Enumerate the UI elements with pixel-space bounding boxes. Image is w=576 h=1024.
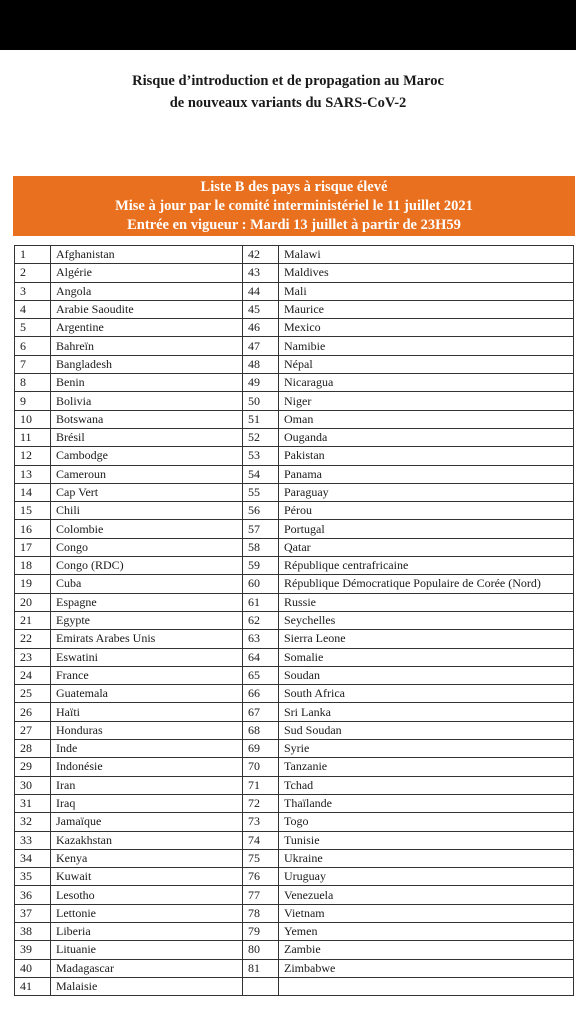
right-country-name: Zambie bbox=[279, 941, 574, 959]
right-row-number: 63 bbox=[243, 630, 279, 648]
table-row bbox=[15, 685, 574, 703]
right-country-name: Pérou bbox=[279, 502, 574, 520]
right-country-name: Sud Soudan bbox=[279, 721, 574, 739]
left-country-name: Kazakhstan bbox=[51, 831, 243, 849]
left-country-name: Lituanie bbox=[51, 941, 243, 959]
table-row bbox=[15, 886, 574, 904]
table-row bbox=[15, 483, 574, 501]
left-row-number: 27 bbox=[15, 721, 51, 739]
table-row bbox=[15, 868, 574, 886]
right-row-number: 74 bbox=[243, 831, 279, 849]
left-row-number: 5 bbox=[15, 319, 51, 337]
right-row-number: 53 bbox=[243, 447, 279, 465]
left-country-name: Malaisie bbox=[51, 977, 243, 995]
right-country-name: Qatar bbox=[279, 538, 574, 556]
table-row bbox=[15, 703, 574, 721]
left-row-number: 17 bbox=[15, 538, 51, 556]
right-row-number bbox=[243, 977, 279, 995]
right-row-number: 80 bbox=[243, 941, 279, 959]
left-country-name: Honduras bbox=[51, 721, 243, 739]
table-row bbox=[15, 904, 574, 922]
left-country-name: Espagne bbox=[51, 593, 243, 611]
right-row-number: 50 bbox=[243, 392, 279, 410]
left-country-name: Arabie Saoudite bbox=[51, 300, 243, 318]
right-country-name bbox=[279, 977, 574, 995]
left-row-number: 39 bbox=[15, 941, 51, 959]
table-row bbox=[15, 557, 574, 575]
right-country-name: Tunisie bbox=[279, 831, 574, 849]
right-row-number: 62 bbox=[243, 611, 279, 629]
left-country-name: Liberia bbox=[51, 922, 243, 940]
right-country-name: République Démocratique Populaire de Corée (Nord) bbox=[279, 575, 574, 593]
right-country-name: Paraguay bbox=[279, 483, 574, 501]
table-row bbox=[15, 959, 574, 977]
table-row bbox=[15, 282, 574, 300]
left-country-name: Afghanistan bbox=[51, 246, 243, 264]
left-country-name: France bbox=[51, 666, 243, 684]
left-country-name: Cuba bbox=[51, 575, 243, 593]
left-country-name: Colombie bbox=[51, 520, 243, 538]
table-row bbox=[15, 575, 574, 593]
top-black-bar bbox=[0, 0, 576, 50]
left-row-number: 31 bbox=[15, 794, 51, 812]
right-row-number: 72 bbox=[243, 794, 279, 812]
right-row-number: 61 bbox=[243, 593, 279, 611]
right-country-name: Portugal bbox=[279, 520, 574, 538]
left-country-name: Iran bbox=[51, 776, 243, 794]
right-country-name: Vietnam bbox=[279, 904, 574, 922]
right-country-name: Sierra Leone bbox=[279, 630, 574, 648]
right-row-number: 48 bbox=[243, 355, 279, 373]
right-row-number: 46 bbox=[243, 319, 279, 337]
right-row-number: 66 bbox=[243, 685, 279, 703]
right-country-name: Ukraine bbox=[279, 849, 574, 867]
left-row-number: 28 bbox=[15, 740, 51, 758]
table-row bbox=[15, 941, 574, 959]
table-row bbox=[15, 630, 574, 648]
table-row bbox=[15, 813, 574, 831]
right-row-number: 47 bbox=[243, 337, 279, 355]
left-country-name: Chili bbox=[51, 502, 243, 520]
banner-line-1: Liste B des pays à risque élevé bbox=[200, 179, 388, 195]
left-country-name: Congo (RDC) bbox=[51, 557, 243, 575]
table-row bbox=[15, 977, 574, 995]
right-country-name: Tchad bbox=[279, 776, 574, 794]
left-row-number: 32 bbox=[15, 813, 51, 831]
right-country-name: Mexico bbox=[279, 319, 574, 337]
left-country-name: Algérie bbox=[51, 264, 243, 282]
right-row-number: 75 bbox=[243, 849, 279, 867]
table-row bbox=[15, 849, 574, 867]
right-country-name: Seychelles bbox=[279, 611, 574, 629]
left-country-name: Iraq bbox=[51, 794, 243, 812]
table-row bbox=[15, 538, 574, 556]
right-row-number: 59 bbox=[243, 557, 279, 575]
right-row-number: 56 bbox=[243, 502, 279, 520]
right-country-name: Maldives bbox=[279, 264, 574, 282]
table-row bbox=[15, 374, 574, 392]
left-row-number: 22 bbox=[15, 630, 51, 648]
left-country-name: Benin bbox=[51, 374, 243, 392]
left-row-number: 11 bbox=[15, 428, 51, 446]
right-country-name: Panama bbox=[279, 465, 574, 483]
right-country-name: Maurice bbox=[279, 300, 574, 318]
left-row-number: 41 bbox=[15, 977, 51, 995]
left-row-number: 36 bbox=[15, 886, 51, 904]
table-row bbox=[15, 593, 574, 611]
left-row-number: 24 bbox=[15, 666, 51, 684]
right-row-number: 54 bbox=[243, 465, 279, 483]
left-row-number: 25 bbox=[15, 685, 51, 703]
table-row bbox=[15, 264, 574, 282]
table-row bbox=[15, 831, 574, 849]
right-country-name: Togo bbox=[279, 813, 574, 831]
left-country-name: Lesotho bbox=[51, 886, 243, 904]
left-row-number: 7 bbox=[15, 355, 51, 373]
left-row-number: 33 bbox=[15, 831, 51, 849]
table-row bbox=[15, 392, 574, 410]
right-country-name: Uruguay bbox=[279, 868, 574, 886]
table-row bbox=[15, 465, 574, 483]
left-country-name: Jamaïque bbox=[51, 813, 243, 831]
left-country-name: Haïti bbox=[51, 703, 243, 721]
right-country-name: Pakistan bbox=[279, 447, 574, 465]
table-row bbox=[15, 300, 574, 318]
right-row-number: 44 bbox=[243, 282, 279, 300]
table-row bbox=[15, 246, 574, 264]
left-row-number: 10 bbox=[15, 410, 51, 428]
table-row bbox=[15, 337, 574, 355]
countries-table bbox=[14, 245, 574, 996]
left-row-number: 9 bbox=[15, 392, 51, 410]
table-row bbox=[15, 721, 574, 739]
right-row-number: 67 bbox=[243, 703, 279, 721]
left-row-number: 30 bbox=[15, 776, 51, 794]
right-row-number: 71 bbox=[243, 776, 279, 794]
left-row-number: 20 bbox=[15, 593, 51, 611]
right-country-name: République centrafricaine bbox=[279, 557, 574, 575]
left-country-name: Eswatini bbox=[51, 648, 243, 666]
right-country-name: Mali bbox=[279, 282, 574, 300]
left-country-name: Guatemala bbox=[51, 685, 243, 703]
left-row-number: 8 bbox=[15, 374, 51, 392]
right-row-number: 57 bbox=[243, 520, 279, 538]
right-row-number: 70 bbox=[243, 758, 279, 776]
right-row-number: 81 bbox=[243, 959, 279, 977]
right-country-name: Zimbabwe bbox=[279, 959, 574, 977]
right-row-number: 73 bbox=[243, 813, 279, 831]
right-row-number: 77 bbox=[243, 886, 279, 904]
left-country-name: Cameroun bbox=[51, 465, 243, 483]
right-country-name: Thaïlande bbox=[279, 794, 574, 812]
right-row-number: 79 bbox=[243, 922, 279, 940]
left-country-name: Cambodge bbox=[51, 447, 243, 465]
table-row bbox=[15, 355, 574, 373]
left-row-number: 37 bbox=[15, 904, 51, 922]
right-country-name: Niger bbox=[279, 392, 574, 410]
right-country-name: Russie bbox=[279, 593, 574, 611]
right-row-number: 51 bbox=[243, 410, 279, 428]
left-row-number: 26 bbox=[15, 703, 51, 721]
right-row-number: 43 bbox=[243, 264, 279, 282]
right-country-name: South Africa bbox=[279, 685, 574, 703]
right-row-number: 58 bbox=[243, 538, 279, 556]
table-row bbox=[15, 648, 574, 666]
left-country-name: Argentine bbox=[51, 319, 243, 337]
left-country-name: Madagascar bbox=[51, 959, 243, 977]
right-country-name: Soudan bbox=[279, 666, 574, 684]
document-title bbox=[0, 70, 576, 114]
left-country-name: Bangladesh bbox=[51, 355, 243, 373]
left-row-number: 29 bbox=[15, 758, 51, 776]
left-row-number: 15 bbox=[15, 502, 51, 520]
title-line-1: Risque d’introduction et de propagation au Maroc bbox=[132, 73, 444, 89]
table-row bbox=[15, 611, 574, 629]
left-row-number: 18 bbox=[15, 557, 51, 575]
right-country-name: Népal bbox=[279, 355, 574, 373]
banner-line-2: Mise à jour par le comité interministériel le 11 juillet 2021 bbox=[115, 198, 473, 214]
right-country-name: Tanzanie bbox=[279, 758, 574, 776]
right-country-name: Somalie bbox=[279, 648, 574, 666]
left-country-name: Angola bbox=[51, 282, 243, 300]
left-country-name: Inde bbox=[51, 740, 243, 758]
right-row-number: 68 bbox=[243, 721, 279, 739]
right-country-name: Nicaragua bbox=[279, 374, 574, 392]
left-country-name: Cap Vert bbox=[51, 483, 243, 501]
left-row-number: 13 bbox=[15, 465, 51, 483]
left-row-number: 14 bbox=[15, 483, 51, 501]
right-row-number: 45 bbox=[243, 300, 279, 318]
left-row-number: 38 bbox=[15, 922, 51, 940]
right-row-number: 60 bbox=[243, 575, 279, 593]
right-row-number: 78 bbox=[243, 904, 279, 922]
right-country-name: Syrie bbox=[279, 740, 574, 758]
list-banner bbox=[13, 176, 575, 236]
left-row-number: 21 bbox=[15, 611, 51, 629]
table-row bbox=[15, 428, 574, 446]
left-row-number: 4 bbox=[15, 300, 51, 318]
right-country-name: Sri Lanka bbox=[279, 703, 574, 721]
left-country-name: Kenya bbox=[51, 849, 243, 867]
left-row-number: 40 bbox=[15, 959, 51, 977]
left-country-name: Congo bbox=[51, 538, 243, 556]
left-country-name: Emirats Arabes Unis bbox=[51, 630, 243, 648]
table-row bbox=[15, 447, 574, 465]
table-row bbox=[15, 319, 574, 337]
right-row-number: 42 bbox=[243, 246, 279, 264]
left-row-number: 34 bbox=[15, 849, 51, 867]
left-country-name: Botswana bbox=[51, 410, 243, 428]
left-country-name: Indonésie bbox=[51, 758, 243, 776]
left-country-name: Lettonie bbox=[51, 904, 243, 922]
right-country-name: Namibie bbox=[279, 337, 574, 355]
table-row bbox=[15, 794, 574, 812]
left-row-number: 2 bbox=[15, 264, 51, 282]
table-row bbox=[15, 502, 574, 520]
left-country-name: Egypte bbox=[51, 611, 243, 629]
left-country-name: Bahreïn bbox=[51, 337, 243, 355]
right-row-number: 69 bbox=[243, 740, 279, 758]
table-row bbox=[15, 410, 574, 428]
table-row bbox=[15, 758, 574, 776]
left-country-name: Bolivia bbox=[51, 392, 243, 410]
right-row-number: 55 bbox=[243, 483, 279, 501]
left-row-number: 23 bbox=[15, 648, 51, 666]
left-row-number: 3 bbox=[15, 282, 51, 300]
left-country-name: Brésil bbox=[51, 428, 243, 446]
right-country-name: Malawi bbox=[279, 246, 574, 264]
left-country-name: Kuwait bbox=[51, 868, 243, 886]
title-line-2: de nouveaux variants du SARS-CoV-2 bbox=[169, 95, 407, 111]
left-row-number: 1 bbox=[15, 246, 51, 264]
left-row-number: 6 bbox=[15, 337, 51, 355]
right-row-number: 52 bbox=[243, 428, 279, 446]
right-country-name: Ouganda bbox=[279, 428, 574, 446]
banner-line-3: Entrée en vigueur : Mardi 13 juillet à partir de 23H59 bbox=[127, 217, 461, 233]
right-row-number: 76 bbox=[243, 868, 279, 886]
right-country-name: Yemen bbox=[279, 922, 574, 940]
right-row-number: 64 bbox=[243, 648, 279, 666]
right-row-number: 65 bbox=[243, 666, 279, 684]
table-row bbox=[15, 776, 574, 794]
left-row-number: 12 bbox=[15, 447, 51, 465]
table-row bbox=[15, 740, 574, 758]
left-row-number: 19 bbox=[15, 575, 51, 593]
table-row bbox=[15, 520, 574, 538]
table-row bbox=[15, 922, 574, 940]
left-row-number: 35 bbox=[15, 868, 51, 886]
right-country-name: Oman bbox=[279, 410, 574, 428]
table-row bbox=[15, 666, 574, 684]
left-row-number: 16 bbox=[15, 520, 51, 538]
countries-table-body bbox=[15, 246, 574, 996]
right-country-name: Venezuela bbox=[279, 886, 574, 904]
right-row-number: 49 bbox=[243, 374, 279, 392]
